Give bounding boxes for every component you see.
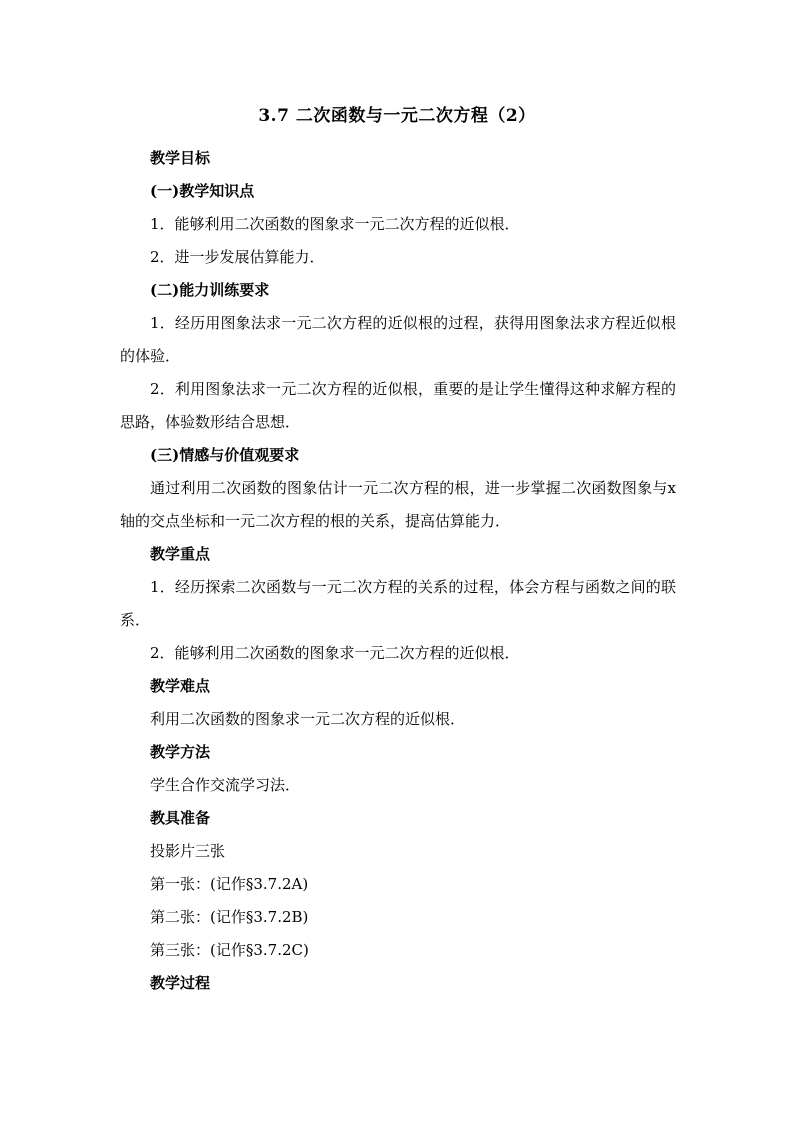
body-paragraph: 1．经历探索二次函数与一元二次方程的关系的过程，体会方程与函数之间的联系． [120, 578, 676, 629]
section-heading: (一)教学知识点 [150, 182, 255, 200]
body-paragraph: 2．利用图象法求一元二次方程的近似根，重要的是让学生懂得这种求解方程的思路，体验数形结合思想． [120, 380, 676, 431]
document-title: 3.7 二次函数与一元二次方程（2） [258, 106, 536, 126]
body-paragraph: 2．进一步发展估算能力． [150, 248, 325, 266]
body-paragraph: 1．经历用图象法求一元二次方程的近似根的过程，获得用图象法求方程近似根的体验． [120, 314, 676, 365]
body-paragraph: 1．能够利用二次函数的图象求一元二次方程的近似根． [150, 215, 520, 233]
section-heading: 教学重点 [150, 545, 211, 563]
body-paragraph: 第二张：(记作§3.7.2B) [150, 908, 309, 926]
body-paragraph: 2．能够利用二次函数的图象求一元二次方程的近似根． [150, 644, 520, 662]
section-heading: (三)情感与价值观要求 [150, 446, 300, 464]
section-heading: 教学目标 [150, 149, 211, 167]
section-heading: 教学难点 [150, 677, 211, 695]
body-paragraph: 利用二次函数的图象求一元二次方程的近似根． [150, 710, 466, 728]
section-heading: 教学方法 [150, 743, 211, 761]
section-heading: (二)能力训练要求 [150, 281, 270, 299]
section-heading: 教具准备 [150, 809, 211, 827]
body-paragraph: 第一张：(记作§3.7.2A) [150, 875, 309, 893]
section-heading: 教学过程 [150, 974, 211, 992]
document-body [120, 142, 676, 1000]
body-paragraph: 投影片三张 [150, 842, 226, 860]
body-paragraph: 第三张：(记作§3.7.2C) [150, 941, 309, 959]
body-paragraph: 学生合作交流学习法． [150, 776, 301, 794]
body-paragraph: 通过利用二次函数的图象估计一元二次方程的根，进一步掌握二次函数图象与x轴的交点坐标和一元二次方程的根的关系，提高估算能力． [120, 479, 676, 530]
